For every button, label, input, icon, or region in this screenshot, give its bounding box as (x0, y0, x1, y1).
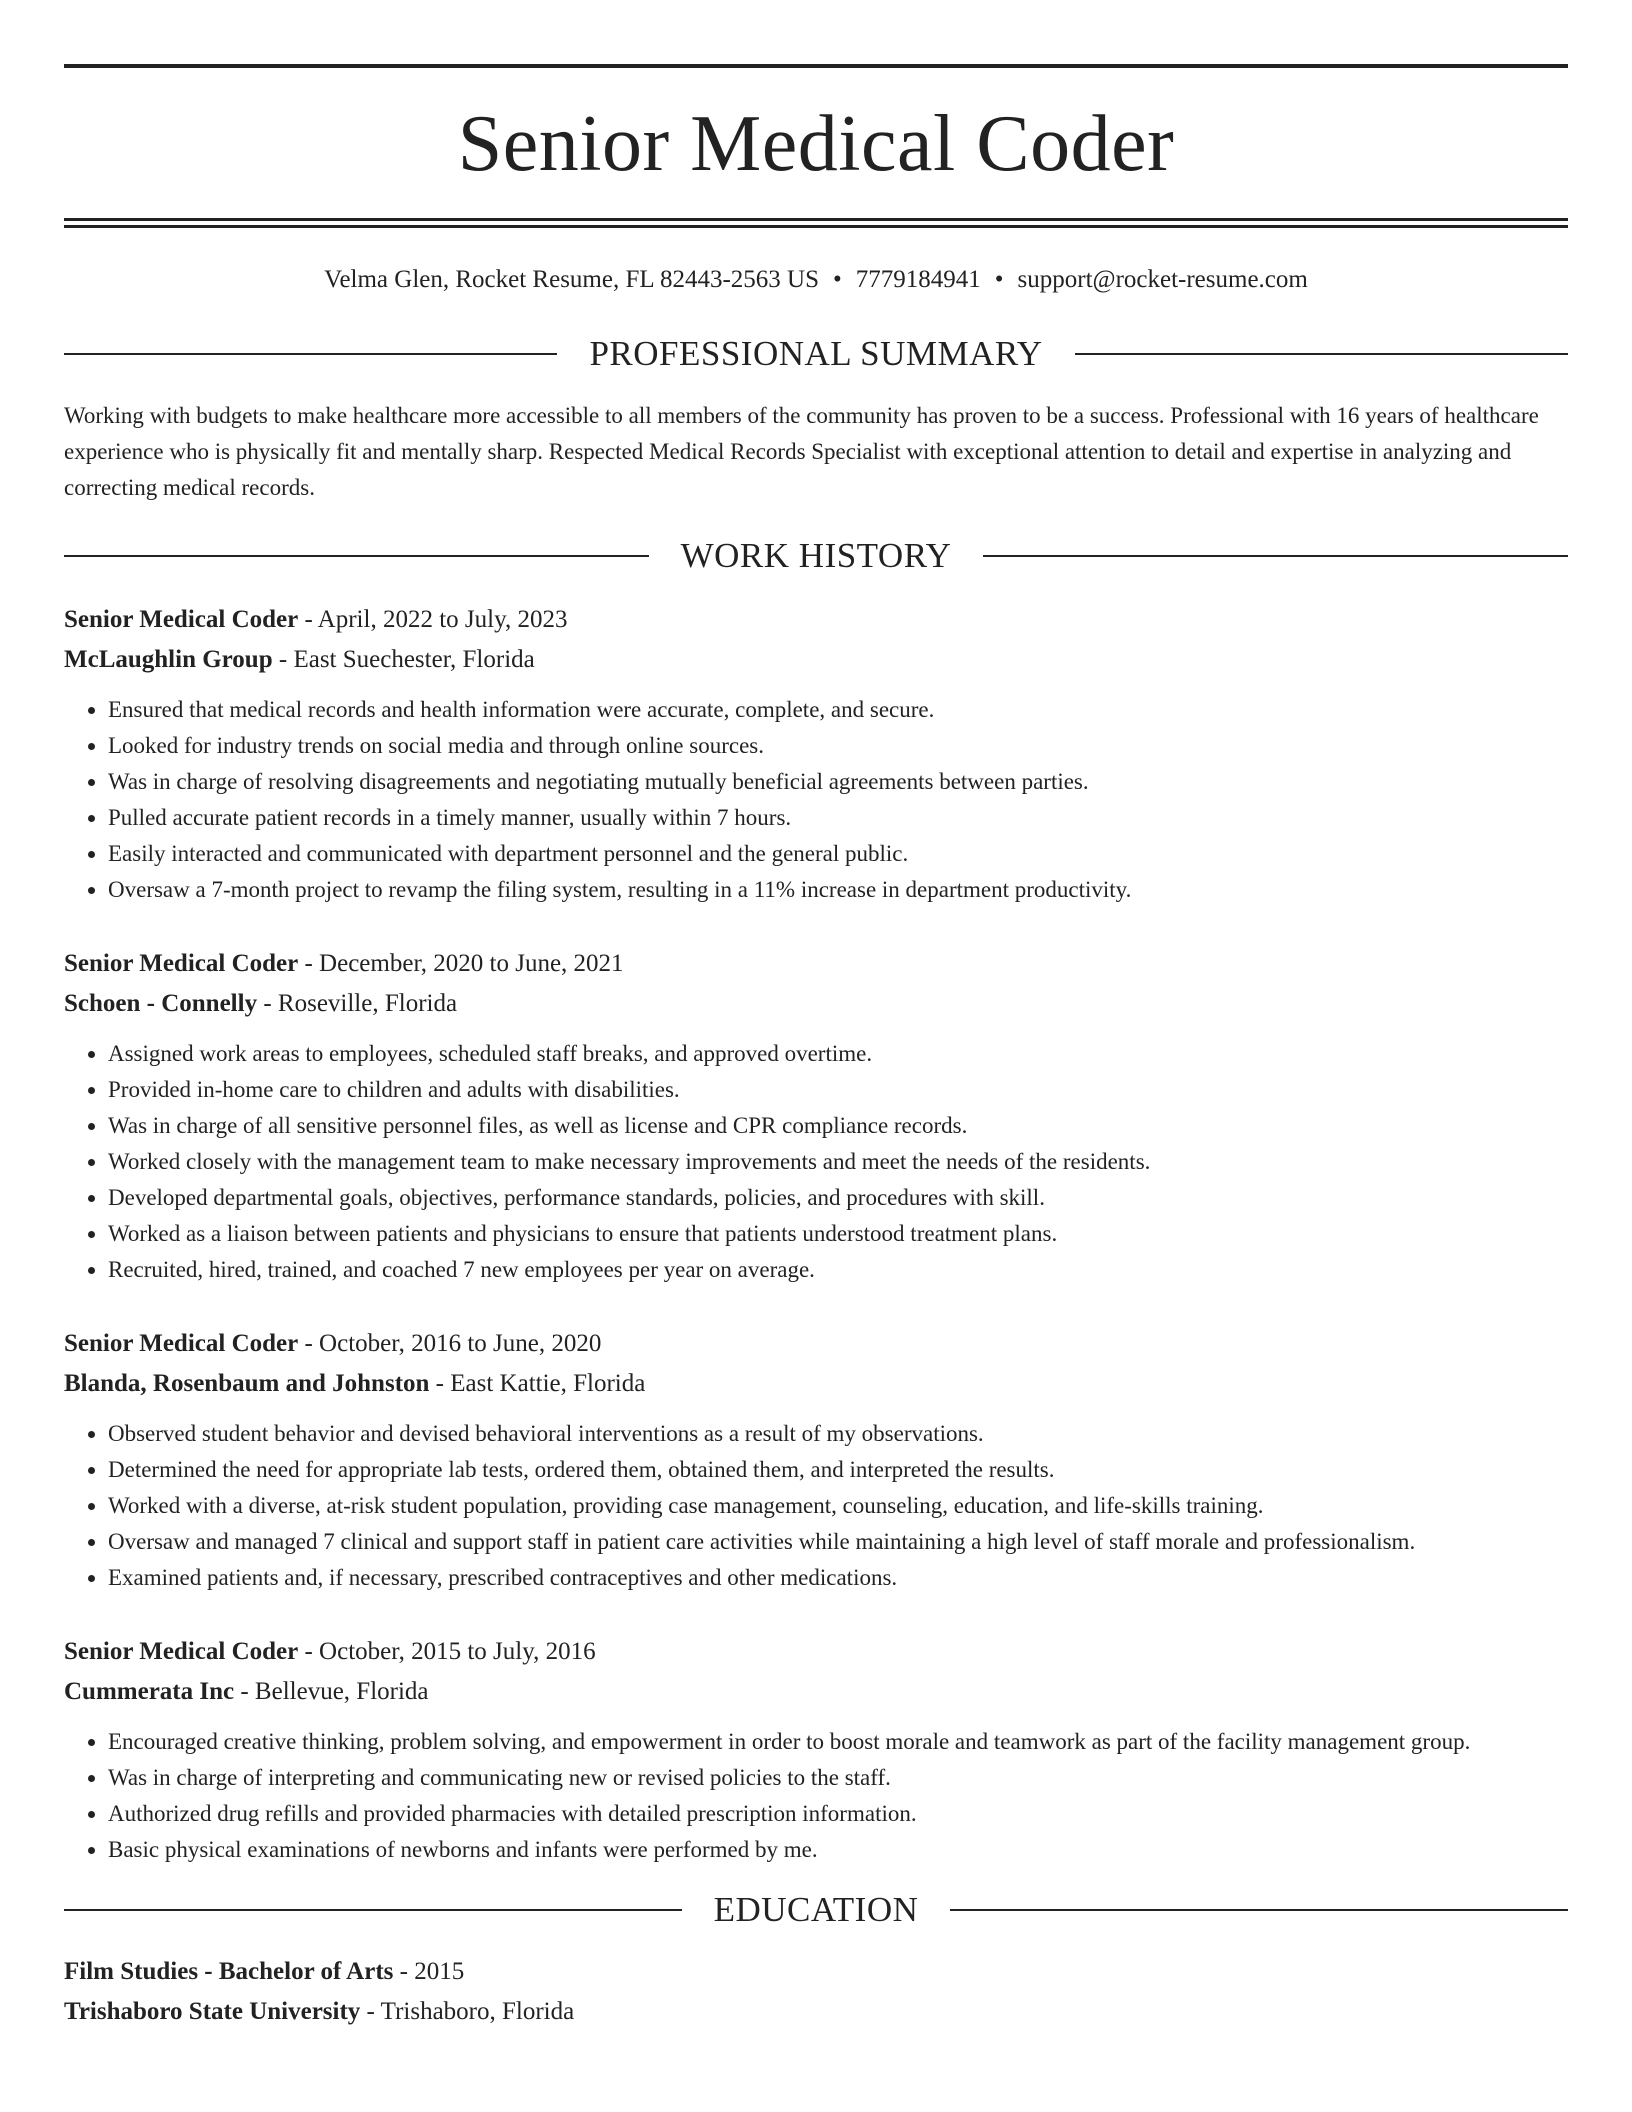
contact-email: support@rocket-resume.com (1017, 266, 1308, 293)
education-degree-line (64, 1952, 1568, 1992)
job-title-line (64, 1324, 1568, 1364)
job-bullet: • Authorized drug refills and provided pharmacies with detailed prescription information. (108, 1796, 1568, 1832)
contact-separator: • (833, 266, 842, 293)
job-entry (64, 1324, 1568, 1596)
job-company: Schoen - Connelly (64, 990, 258, 1017)
section-rule (983, 555, 1568, 557)
job-company: Cummerata Inc (64, 1678, 235, 1705)
education-school: Trishaboro State University (64, 1998, 361, 2025)
job-company-line (64, 1672, 1568, 1712)
job-title: Senior Medical Coder (64, 1638, 299, 1665)
job-company: Blanda, Rosenbaum and Johnston (64, 1370, 430, 1397)
section-rule (64, 1909, 682, 1911)
job-title-line (64, 600, 1568, 640)
job-bullet: • Basic physical examinations of newborns and infants were performed by me. (108, 1832, 1568, 1868)
job-bullet-list (64, 692, 1568, 908)
job-title: Senior Medical Coder (64, 606, 299, 633)
job-bullet: • Worked with a diverse, at-risk student population, providing case management, counseling, education, and life-skills training. (108, 1488, 1568, 1524)
job-bullet: • Examined patients and, if necessary, prescribed contraceptives and other medications. (108, 1560, 1568, 1596)
job-bullet: • Determined the need for appropriate lab tests, ordered them, obtained them, and interpreted the results. (108, 1452, 1568, 1488)
job-bullet: • Recruited, hired, trained, and coached 7 new employees per year on average. (108, 1252, 1568, 1288)
job-title: Senior Medical Coder (64, 1330, 299, 1357)
section-rule (950, 1909, 1568, 1911)
job-title-line (64, 1632, 1568, 1672)
job-dates: - October, 2015 to July, 2016 (298, 1638, 596, 1665)
job-bullet: • Assigned work areas to employees, scheduled staff breaks, and approved overtime. (108, 1036, 1568, 1072)
education-degree: Film Studies - Bachelor of Arts (64, 1958, 394, 1985)
job-bullet: • Oversaw and managed 7 clinical and support staff in patient care activities while maintaining a high level of staff morale and professionalism. (108, 1524, 1568, 1560)
title-double-rule (64, 218, 1568, 228)
job-bullet: • Encouraged creative thinking, problem solving, and empowerment in order to boost morale and teamwork as part of the facility management group. (108, 1724, 1568, 1760)
job-location: - Bellevue, Florida (234, 1678, 429, 1705)
work-history-list (64, 600, 1568, 1868)
education-location: - Trishaboro, Florida (360, 1998, 575, 2025)
job-bullet: • Worked as a liaison between patients and physicians to ensure that patients understood treatment plans. (108, 1216, 1568, 1252)
job-location: - East Kattie, Florida (429, 1370, 646, 1397)
job-bullet: • Developed departmental goals, objectives, performance standards, policies, and procedures with skill. (108, 1180, 1568, 1216)
contact-phone: 7779184941 (855, 266, 981, 293)
job-company-line (64, 1364, 1568, 1404)
job-bullet: • Easily interacted and communicated with department personnel and the general public. (108, 836, 1568, 872)
resume-title: Senior Medical Coder (457, 100, 1175, 188)
job-company: McLaughlin Group (64, 646, 273, 673)
section-rule (64, 555, 649, 557)
summary-text: Working with budgets to make healthcare more accessible to all members of the community has proven to be a success. Professional with 16 years of healthcare experience who is physically fit and mentally sharp. Respected Medical Records Specialist with exceptional attention to detail and expertise in analyzing and correcting medical records. (64, 403, 1539, 500)
job-entry (64, 944, 1568, 1288)
contact-line (64, 264, 1568, 296)
section-header-summary (64, 334, 1568, 374)
job-bullet: • Was in charge of all sensitive personnel files, as well as license and CPR compliance records. (108, 1108, 1568, 1144)
contact-address: Velma Glen, Rocket Resume, FL 82443-2563 US (324, 266, 820, 293)
job-bullet: • Pulled accurate patient records in a timely manner, usually within 7 hours. (108, 800, 1568, 836)
section-title-education: EDUCATION (713, 1890, 919, 1929)
job-bullet: • Provided in-home care to children and adults with disabilities. (108, 1072, 1568, 1108)
job-bullet: • Looked for industry trends on social media and through online sources. (108, 728, 1568, 764)
job-bullet-list (64, 1724, 1568, 1868)
education-school-line (64, 1992, 1568, 2032)
job-bullet-list (64, 1416, 1568, 1596)
job-entry (64, 600, 1568, 908)
job-dates: - October, 2016 to June, 2020 (298, 1330, 602, 1357)
education-entry (64, 1952, 1568, 2032)
job-entry (64, 1632, 1568, 1868)
job-location: - East Suechester, Florida (272, 646, 535, 673)
job-company-line (64, 640, 1568, 680)
job-bullet: • Oversaw a 7-month project to revamp the filing system, resulting in a 11% increase in department productivity. (108, 872, 1568, 908)
top-rule (64, 64, 1568, 68)
section-rule (64, 353, 557, 355)
job-bullet: • Was in charge of resolving disagreements and negotiating mutually beneficial agreements between parties. (108, 764, 1568, 800)
job-title: Senior Medical Coder (64, 950, 299, 977)
job-bullet-list (64, 1036, 1568, 1288)
job-title-line (64, 944, 1568, 984)
job-dates: - December, 2020 to June, 2021 (298, 950, 624, 977)
section-header-work (64, 536, 1568, 576)
job-dates: - April, 2022 to July, 2023 (298, 606, 568, 633)
job-company-line (64, 984, 1568, 1024)
job-bullet: • Was in charge of interpreting and communicating new or revised policies to the staff. (108, 1760, 1568, 1796)
section-header-education (64, 1890, 1568, 1930)
section-rule (1075, 353, 1568, 355)
job-bullet: • Worked closely with the management team to make necessary improvements and meet the needs of the residents. (108, 1144, 1568, 1180)
section-title-work: WORK HISTORY (680, 536, 952, 575)
resume-page (64, 64, 1568, 2032)
contact-separator: • (994, 266, 1004, 293)
job-bullet: • Observed student behavior and devised behavioral interventions as a result of my observations. (108, 1416, 1568, 1452)
education-year: - 2015 (393, 1958, 465, 1985)
section-title-summary: PROFESSIONAL SUMMARY (589, 334, 1043, 373)
job-location: - Roseville, Florida (257, 990, 458, 1017)
job-bullet: • Ensured that medical records and health information were accurate, complete, and secure. (108, 692, 1568, 728)
